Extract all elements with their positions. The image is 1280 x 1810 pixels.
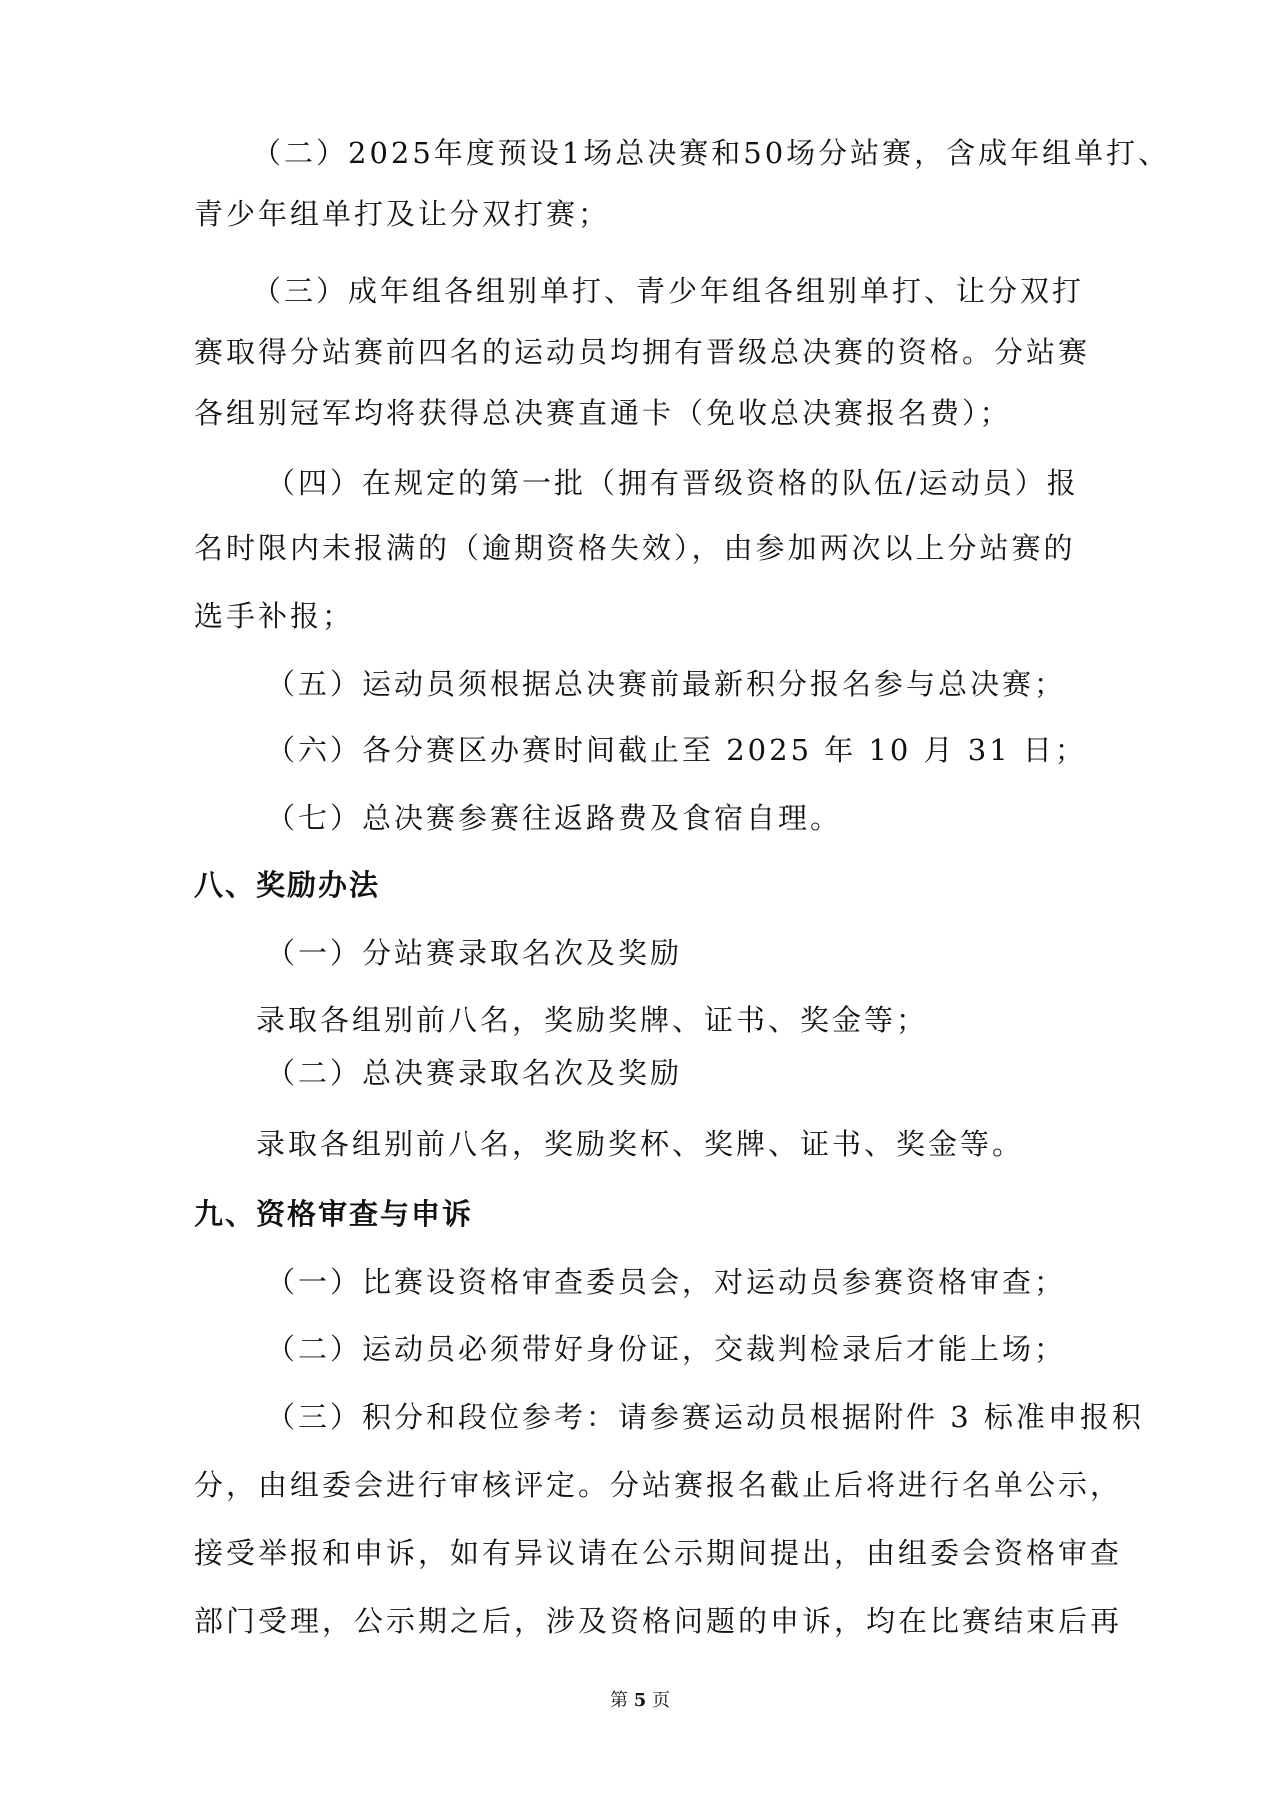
paragraph-line: 分，由组委会进行审核评定。分站赛报名截止后将进行名单公示，: [194, 1468, 1123, 1502]
paragraph-line: （三）成年组各组别单打、青少年组各组别单打、让分双打: [252, 274, 1085, 308]
paragraph-line: （六）各分赛区办赛时间截止至 2025 年 10 月 31 日；: [266, 733, 1087, 767]
paragraph-line: 名时限内未报满的（逾期资格失效），由参加两次以上分站赛的: [194, 531, 1076, 565]
paragraph-line: （二）运动员必须带好身份证，交裁判检录后才能上场；: [266, 1332, 1067, 1366]
paragraph-line: 各组别冠军均将获得总决赛直通卡（免收总决赛报名费）；: [194, 396, 1012, 430]
footer-prefix: 第: [610, 1690, 628, 1711]
paragraph-line: 赛取得分站赛前四名的运动员均拥有晋级总决赛的资格。分站赛: [194, 335, 1091, 369]
paragraph-line: 选手补报；: [194, 599, 355, 633]
paragraph-line: （二）总决赛录取名次及奖励: [266, 1056, 683, 1090]
paragraph-line: （七）总决赛参赛往返路费及食宿自理。: [266, 801, 843, 835]
paragraph-line: 录取各组别前八名，奖励奖牌、证书、奖金等；: [256, 1003, 929, 1037]
paragraph-line: （五）运动员须根据总决赛前最新积分报名参与总决赛；: [266, 667, 1067, 701]
paragraph-line: 部门受理，公示期之后，涉及资格问题的申诉，均在比赛结束后再: [194, 1604, 1123, 1638]
paragraph-line: （二）2025年度预设1场总决赛和50场分站赛，含成年组单打、: [252, 136, 1171, 170]
section-heading-awards: 八、奖励办法: [194, 868, 381, 902]
section-heading-qualification: 九、资格审查与申诉: [194, 1197, 474, 1231]
page-footer: [0, 1690, 1280, 1712]
paragraph-line: （三）积分和段位参考：请参赛运动员根据附件 3 标准申报积: [266, 1400, 1144, 1434]
paragraph-line: 青少年组单打及让分双打赛；: [194, 197, 611, 231]
paragraph-line: （一）比赛设资格审查委员会，对运动员参赛资格审查；: [266, 1265, 1067, 1299]
paragraph-line: 录取各组别前八名，奖励奖杯、奖牌、证书、奖金等。: [256, 1127, 1025, 1161]
footer-suffix: 页: [652, 1690, 670, 1711]
paragraph-line: 接受举报和申诉，如有异议请在公示期间提出，由组委会资格审查: [194, 1536, 1123, 1570]
paragraph-line: （四）在规定的第一批（拥有晋级资格的队伍/运动员）报: [266, 466, 1079, 500]
page-number: 5: [633, 1690, 647, 1711]
paragraph-line: （一）分站赛录取名次及奖励: [266, 936, 683, 970]
